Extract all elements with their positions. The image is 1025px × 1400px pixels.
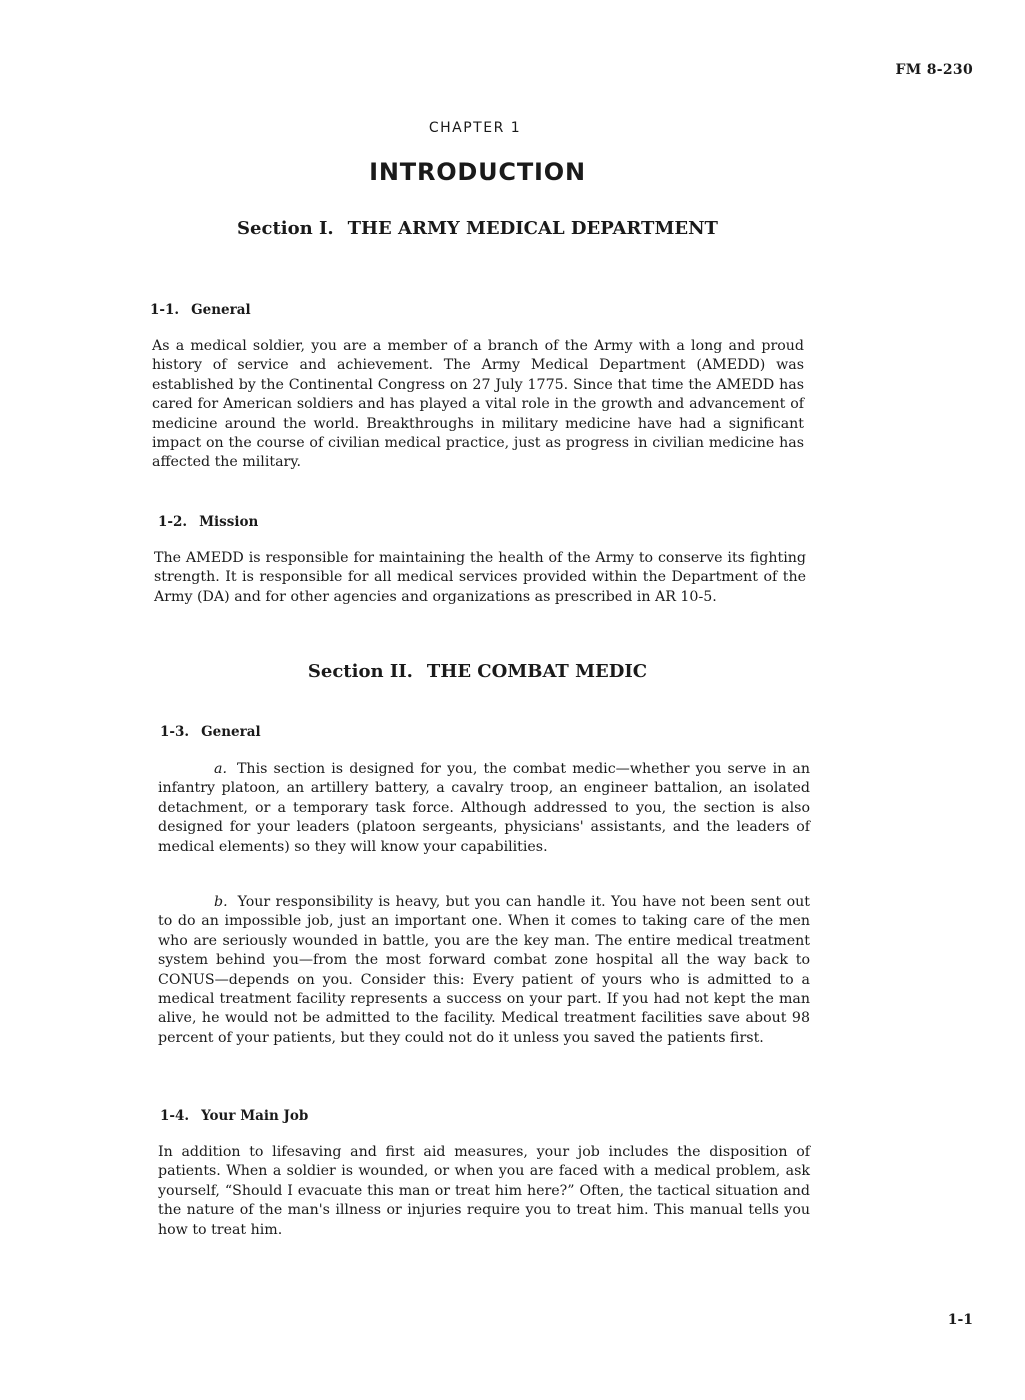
section-2-title: THE COMBAT MEDIC (426, 661, 648, 682)
section-2-number: Section II. (307, 661, 413, 682)
para-1-1-text: As a medical soldier, you are a member of a branch of the Army with a long and proud history of service and achievement. The Army Medical Department (AMEDD) was established by the Continental Congress on 27 July 1775. Since that time the AMEDD has cared for American soldiers and has played a vital role in the growth and advancement of medicine around the world. Breakthroughs in military medicine have had a significant impact on the course of civilian medical practice, just as progress in civilian medicine has affected the military. (152, 338, 804, 471)
para-1-3-title: General (201, 724, 261, 740)
para-1-3-a (158, 760, 810, 857)
page-number: 1-1 (947, 1312, 973, 1328)
para-1-3-b (158, 893, 810, 1048)
section-2-heading (0, 661, 955, 682)
para-1-4-heading (160, 1108, 308, 1124)
section-1-number: Section I. (237, 218, 334, 239)
para-1-2-number: 1-2. (158, 514, 188, 530)
para-1-1-heading (150, 302, 251, 318)
para-1-4-title: Your Main Job (201, 1108, 309, 1124)
para-1-2-heading (158, 514, 258, 530)
para-1-3-heading (160, 724, 261, 740)
para-1-3-b-text: Your responsibility is heavy, but you can handle it. You have not been sent out to do an impossible job, just an important one. When it comes to taking care of the men who are seriously wounded in battle, you are the key man. The entire medical treatment system behind you—from the most forward combat zone hospital all the way back to CONUS—depends on you. Consider this: Every patient of yours who is admitted to a medical treatment facility represents a success on your part. If you had not kept the man alive, he would not be admitted to the facility. Medical treatment facilities save about 98 percent of your patients, but they could not do it unless you saved the patients first. (158, 894, 810, 1046)
publication-number: FM 8-230 (895, 62, 973, 78)
para-1-3-a-letter: a. (214, 761, 227, 777)
para-1-3-number: 1-3. (160, 724, 190, 740)
section-1-title: THE ARMY MEDICAL DEPARTMENT (347, 218, 718, 239)
para-1-3-b-letter: b. (214, 894, 228, 910)
section-1-heading (0, 218, 955, 239)
para-1-3-a-text: This section is designed for you, the combat medic—whether you serve in an infantry platoon, an artillery battery, a cavalry troop, an engineer battalion, an isolated detachment, or a temporary task force. Although addressed to you, the section is also designed for your leaders (platoon sergeants, physicians' assistants, and the leaders of medical elements) so they will know your capabilities. (158, 761, 810, 855)
chapter-label: CHAPTER 1 (428, 120, 522, 136)
chapter-title: INTRODUCTION (369, 158, 586, 186)
para-1-1-title: General (191, 302, 251, 318)
para-1-2-text: The AMEDD is responsible for maintaining the health of the Army to conserve its fighting strength. It is responsible for all medical services provided within the Department of the Army (DA) and for other agencies and organizations as prescribed in AR 10-5. (154, 550, 806, 605)
para-1-1-number: 1-1. (150, 302, 180, 318)
para-1-4-number: 1-4. (160, 1108, 190, 1124)
para-1-4-text: In addition to lifesaving and first aid measures, your job includes the disposition of patients. When a soldier is wounded, or when you are faced with a medical problem, ask yourself, “Should I evacuate this man or treat him here?” Often, the tactical situation and the nature of the man's illness or injuries require you to treat him. This manual tells you how to treat him. (158, 1144, 810, 1238)
para-1-2-title: Mission (199, 514, 259, 530)
